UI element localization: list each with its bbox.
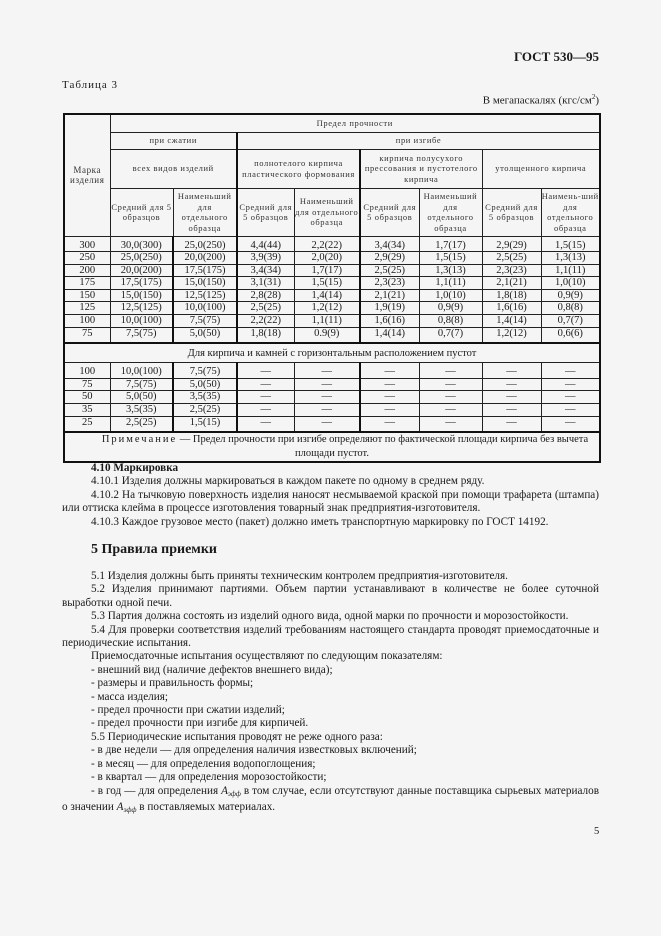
cell-value: 7,5(75)	[173, 315, 237, 328]
col-header-avg: Средний для 5 образцов	[360, 188, 419, 236]
table-label: Таблица 3	[62, 79, 119, 91]
col-group-bending: при изгибе	[237, 132, 600, 149]
symbol-a: A	[116, 800, 124, 813]
col-group-strength: Предел прочности	[110, 114, 600, 132]
table-row	[64, 236, 600, 252]
cell-value: 1,0(10)	[419, 289, 482, 302]
subgroup-all-products: всех видов изделий	[110, 149, 237, 188]
cell-value: —	[541, 404, 600, 417]
cell-value: 5,0(50)	[173, 327, 237, 343]
cell-value: 15,0(150)	[110, 289, 173, 302]
cell-value: —	[294, 363, 360, 379]
cell-value: 20,0(200)	[110, 264, 173, 277]
cell-value: 2,5(25)	[360, 264, 419, 277]
cell-value: 3,5(35)	[173, 391, 237, 404]
cell-value: 1,3(13)	[541, 252, 600, 265]
cell-value: 2,5(25)	[110, 416, 173, 432]
cell-value: —	[360, 416, 419, 432]
cell-value: 25,0(250)	[173, 236, 237, 252]
cell-value: 0,7(7)	[541, 315, 600, 328]
subgroup-solid-brick: полнотелого кирпича пластического формования	[237, 149, 360, 188]
cell-value: —	[482, 363, 541, 379]
cell-value: —	[294, 391, 360, 404]
note-text: — Предел прочности при изгибе определяют по фактической площади кирпича без вычета площади пустот.	[177, 434, 589, 460]
text: в поставляемых материалах.	[136, 800, 276, 813]
table-row	[64, 315, 600, 328]
cell-value: 20,0(200)	[173, 252, 237, 265]
cell-value: 2,5(25)	[237, 302, 294, 315]
cell-value: 1,6(16)	[482, 302, 541, 315]
note-label: Примечание	[101, 434, 178, 446]
cell-value: 1,7(17)	[419, 236, 482, 252]
document-code: ГОСТ 530—95	[513, 49, 599, 64]
paragraph: 5.3 Партия должна состоять из изделий одного вида, одной марки по прочности и морозостойкости.	[91, 610, 569, 623]
cell-value: 3,4(34)	[237, 264, 294, 277]
cell-mark: 100	[64, 315, 110, 328]
section-title: 4.10 Маркировка	[91, 462, 179, 474]
cell-value: 2,3(23)	[360, 277, 419, 290]
cell-value: 2,2(22)	[294, 236, 360, 252]
table-note	[64, 432, 600, 462]
subgroup-semidry-brick: кирпича полусухого прессования и пустотелого кирпича	[360, 149, 482, 188]
cell-value: —	[237, 391, 294, 404]
col-header-avg: Средний для 5 образцов	[237, 188, 294, 236]
cell-value: —	[541, 391, 600, 404]
section-4-10	[62, 462, 599, 529]
cell-value: 1,2(12)	[294, 302, 360, 315]
cell-value: 4,4(44)	[237, 236, 294, 252]
cell-mark: 35	[64, 404, 110, 417]
paragraph: 4.10.2 На тычковую поверхность изделия наносят несмываемой краской при помощи трафарета (штампа) или оттиска клейма в процессе изготовления товарный знак предприятия-изготовителя.	[62, 488, 599, 515]
cell-value: 7,5(75)	[110, 327, 173, 343]
cell-value: —	[360, 363, 419, 379]
cell-value: 7,5(75)	[173, 363, 237, 379]
symbol-a: A	[221, 784, 228, 797]
cell-mark: 200	[64, 264, 110, 277]
paragraph: Приемосдаточные испытания осуществляют по следующим показателям:	[91, 650, 443, 663]
paragraph: 4.10.3 Каждое грузовое место (пакет) должно иметь транспортную маркировку по ГОСТ 14192.	[91, 515, 549, 528]
units-superscript: 2	[591, 93, 596, 101]
cell-value: 2,3(23)	[482, 264, 541, 277]
table-body-horizontal-voids	[64, 363, 600, 432]
col-header-min: Наименьший для отдельного образца	[173, 188, 237, 236]
list-item: - в две недели — для определения наличия известковых включений;	[91, 744, 417, 757]
cell-value: 12,5(125)	[110, 302, 173, 315]
cell-value: 0,9(9)	[419, 302, 482, 315]
cell-mark: 250	[64, 252, 110, 265]
strength-table	[63, 113, 601, 463]
cell-value: —	[482, 378, 541, 391]
list-item: - размеры и правильность формы;	[91, 677, 254, 690]
cell-value: —	[237, 363, 294, 379]
cell-value: —	[419, 363, 482, 379]
cell-value: 2,1(21)	[360, 289, 419, 302]
cell-value: 17,5(175)	[110, 277, 173, 290]
cell-value: —	[419, 416, 482, 432]
table-body-main	[64, 236, 600, 343]
cell-value: 0,9(9)	[541, 289, 600, 302]
cell-value: 1,1(11)	[294, 315, 360, 328]
cell-value: —	[237, 404, 294, 417]
table-row	[64, 327, 600, 343]
text: - в год — для определения	[91, 784, 222, 797]
cell-value: —	[541, 416, 600, 432]
cell-value: —	[482, 416, 541, 432]
cell-mark: 175	[64, 277, 110, 290]
units-text: В мегапаскалях (кгс/см	[482, 94, 592, 107]
cell-value: 1,2(12)	[482, 327, 541, 343]
cell-mark: 75	[64, 378, 110, 391]
cell-value: —	[541, 363, 600, 379]
cell-value: 3,4(34)	[360, 236, 419, 252]
list-item: - предел прочности при изгибе для кирпичей.	[91, 717, 309, 730]
cell-value: 17,5(175)	[173, 264, 237, 277]
col-header-avg: Средний для 5 образцов	[110, 188, 173, 236]
col-group-compression: при сжатии	[110, 132, 237, 149]
symbol-subscript: эфф	[123, 805, 137, 814]
list-item: - масса изделия;	[91, 690, 169, 703]
table-row	[64, 391, 600, 404]
cell-value: 1,0(10)	[541, 277, 600, 290]
cell-value: —	[294, 416, 360, 432]
table-row	[64, 363, 600, 379]
cell-value: 1,6(16)	[360, 315, 419, 328]
cell-value: 2,9(29)	[482, 236, 541, 252]
cell-mark: 75	[64, 327, 110, 343]
table-row	[64, 252, 600, 265]
cell-mark: 150	[64, 289, 110, 302]
cell-value: 1,4(14)	[482, 315, 541, 328]
cell-value: 1,1(11)	[419, 277, 482, 290]
paragraph-last	[62, 785, 599, 818]
cell-value: 2,5(25)	[482, 252, 541, 265]
cell-value: 0,8(8)	[541, 302, 600, 315]
cell-value: —	[237, 378, 294, 391]
cell-value: 15,0(150)	[173, 277, 237, 290]
table-row	[64, 277, 600, 290]
cell-value: 7,5(75)	[110, 378, 173, 391]
subgroup-thickened-brick: утолщенного кирпича	[482, 149, 600, 188]
cell-value: 25,0(250)	[110, 252, 173, 265]
cell-value: 0,7(7)	[419, 327, 482, 343]
table-units	[483, 93, 599, 107]
cell-value: 2,0(20)	[294, 252, 360, 265]
cell-value: 1,3(13)	[419, 264, 482, 277]
cell-value: —	[419, 391, 482, 404]
table-row	[64, 404, 600, 417]
cell-value: 1,8(18)	[237, 327, 294, 343]
list-item: - в квартал — для определения морозостойкости;	[91, 771, 327, 784]
table-row	[64, 264, 600, 277]
cell-mark: 125	[64, 302, 110, 315]
table-section-title: Для кирпича и камней с горизонтальным расположением пустот	[64, 343, 600, 363]
cell-mark: 100	[64, 363, 110, 379]
cell-value: 3,5(35)	[110, 404, 173, 417]
cell-value: —	[419, 404, 482, 417]
cell-value: 10,0(100)	[173, 302, 237, 315]
table-row	[64, 416, 600, 432]
paragraph: 5.1 Изделия должны быть приняты техническим контролем предприятия-изготовителя.	[91, 570, 508, 582]
list-item: - предел прочности при сжатии изделий;	[91, 704, 285, 717]
cell-value: 0.9(9)	[294, 327, 360, 343]
cell-value: —	[237, 416, 294, 432]
cell-value: 1,5(15)	[419, 252, 482, 265]
cell-value: 5,0(50)	[173, 378, 237, 391]
cell-value: 1,8(18)	[482, 289, 541, 302]
section-5	[62, 570, 599, 817]
paragraph: 4.10.1 Изделия должны маркироваться в каждом пакете по одному в среднем ряду.	[91, 475, 485, 488]
paragraph: 5.2 Изделия принимают партиями. Объем партии устанавливают в количестве не более суточной выработки одной печи.	[62, 583, 599, 609]
table-row	[64, 302, 600, 315]
cell-value: 1,5(15)	[294, 277, 360, 290]
cell-value: —	[541, 378, 600, 391]
cell-value: 1,4(14)	[294, 289, 360, 302]
cell-mark: 50	[64, 391, 110, 404]
cell-value: —	[294, 378, 360, 391]
cell-value: 1,1(11)	[541, 264, 600, 277]
col-header-min: Наименьший для отдельного образца	[294, 188, 360, 236]
cell-value: 10,0(100)	[110, 363, 173, 379]
col-header-avg: Средний для 5 образцов	[482, 188, 541, 236]
symbol-subscript: эфф	[227, 789, 241, 798]
table-row	[64, 289, 600, 302]
text: в том случае, если отсутствуют данные поставщика сырьевых материалов о значении	[62, 784, 599, 813]
cell-value: —	[419, 378, 482, 391]
cell-value: —	[294, 404, 360, 417]
paragraph: 5.5 Периодические испытания проводят не реже одного раза:	[91, 730, 383, 743]
table-row	[64, 378, 600, 391]
cell-value: 1,7(17)	[294, 264, 360, 277]
cell-value: 1,4(14)	[360, 327, 419, 343]
cell-mark: 25	[64, 416, 110, 432]
cell-value: 5,0(50)	[110, 391, 173, 404]
cell-value: 2,2(22)	[237, 315, 294, 328]
page-number: 5	[594, 826, 600, 837]
cell-value: 2,5(25)	[173, 404, 237, 417]
acceptance-list	[62, 664, 599, 731]
cell-value: —	[360, 378, 419, 391]
section-5-title: 5 Правила приемки	[91, 542, 217, 557]
cell-mark: 300	[64, 236, 110, 252]
cell-value: 3,9(39)	[237, 252, 294, 265]
cell-value: 12,5(125)	[173, 289, 237, 302]
cell-value: —	[482, 404, 541, 417]
cell-value: 3,1(31)	[237, 277, 294, 290]
cell-value: 1,5(15)	[173, 416, 237, 432]
cell-value: 10,0(100)	[110, 315, 173, 328]
cell-value: 2,9(29)	[360, 252, 419, 265]
cell-value: 1,9(19)	[360, 302, 419, 315]
cell-value: 2,1(21)	[482, 277, 541, 290]
col-header-min: Наимень-ший для отдельного образца	[541, 188, 600, 236]
col-header-mark: Марка изделия	[64, 114, 110, 236]
cell-value: —	[360, 404, 419, 417]
cell-value: 0,8(8)	[419, 315, 482, 328]
col-header-min: Наименьший для отдельного образца	[419, 188, 482, 236]
cell-value: 0,6(6)	[541, 327, 600, 343]
cell-value: —	[482, 391, 541, 404]
cell-value: 2,8(28)	[237, 289, 294, 302]
cell-value: 1,5(15)	[541, 236, 600, 252]
paragraph: 5.4 Для проверки соответствия изделий требованиям настоящего стандарта проводят приемосдаточные и периодические испытания.	[62, 623, 599, 650]
list-item: - в месяц — для определения водопоглощения;	[91, 757, 316, 770]
periodic-list	[62, 744, 599, 784]
units-close: )	[595, 94, 599, 107]
cell-value: —	[360, 391, 419, 404]
cell-value: 30,0(300)	[110, 236, 173, 252]
list-item: - внешний вид (наличие дефектов внешнего вида);	[91, 663, 333, 676]
